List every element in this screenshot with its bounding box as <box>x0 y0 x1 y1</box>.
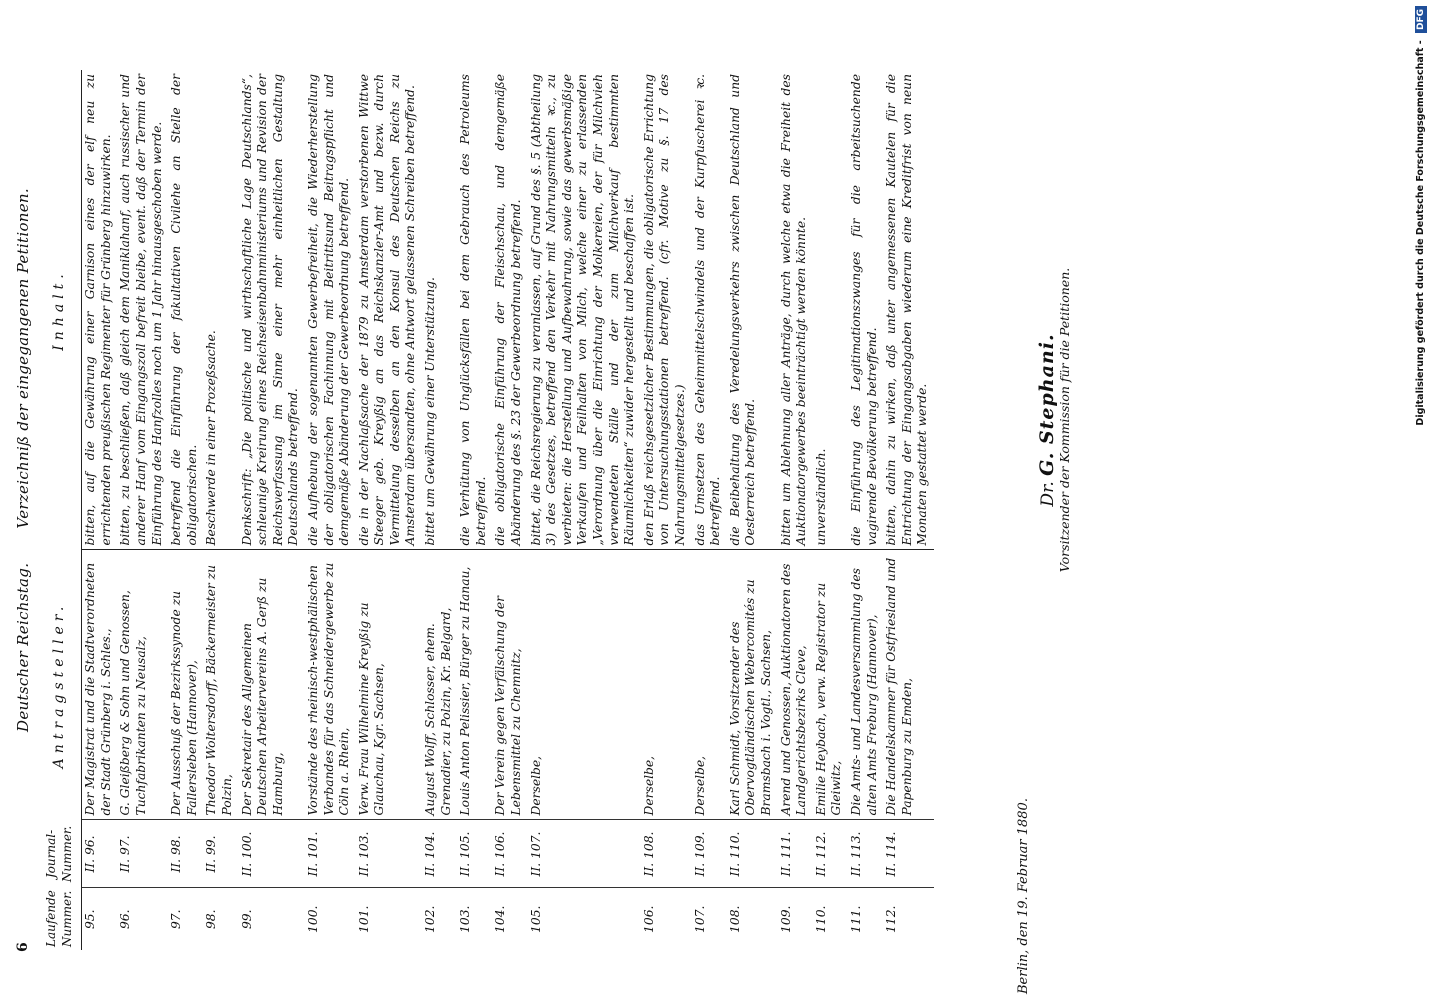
cell-journal-nummer: II. 112. <box>813 820 848 888</box>
cell-antragsteller: Derselbe, <box>692 550 727 820</box>
cell-inhalt: bittet, die Reichsregierung zu veranlassen, auf Grund des §. 5 (Abtheilung 3) des Gesetzes, betreffend den Verkehr mit Nahrungsmitteln ꝛc., zu verbieten: die Herstellung und Aufbewahrung, sowie das gewerbsmäßige Verkaufen und Feilhalten von Milch, welche einer zu erlassenden „Verordnung über die Einrichtung der Molkereien, der für Milchvieh verwendeten Ställe und der zum Milchverkauf bestimmten Räumlichkeiten“ zuwider hergestellt und beschaffen ist. <box>528 74 637 546</box>
cell-inhalt: bitten, auf die Gewährung einer Garnison eines der elf neu zu errichtenden preußischen Regimenter für Grünberg hinzuwirken. <box>83 74 113 546</box>
cell-antragsteller: Emilie Heybach, verw. Registrator zu Gleiwitz, <box>813 550 848 820</box>
cell-laufende-nummer: 97. <box>168 888 203 950</box>
cell-journal-nummer: II. 110. <box>727 820 778 888</box>
petition-table <box>42 70 934 950</box>
cell-antragsteller: Der Sekretair des Allgemeinen Deutschen Arbeitervereins A. Gerß zu Hamburg, <box>239 550 305 820</box>
cell-laufende-nummer: 109. <box>778 888 813 950</box>
cell-inhalt: die obligatorische Einführung der Fleischschau, und demgemäße Abänderung des §. 23 der Gewerbeordnung betreffend. <box>493 74 524 546</box>
table-row <box>727 70 778 950</box>
col-inhalt: Inhalt. <box>42 70 82 550</box>
cell-inhalt: Beschwerde in einer Prozeßsache. <box>204 330 219 546</box>
cell-journal-nummer: II. 111. <box>778 820 813 888</box>
cell-laufende-nummer: 104. <box>492 888 527 950</box>
cell-laufende-nummer: 102. <box>422 888 457 950</box>
cell-journal-nummer: II. 103. <box>356 820 422 888</box>
cell-inhalt: bitten, zu beschließen, daß gleich dem Maniklahanf, auch russischer und anderer Hanf vom Eingangszoll befreit bleibe, event. daß der Termin der Einführung des Hanfzolles noch um 1 Jahr hinausgeschoben werde. <box>118 74 164 546</box>
cell-laufende-nummer: 105. <box>528 888 641 950</box>
cell-antragsteller: Die Amts- und Landesversammlung des alten Amts Freburg (Hannover), <box>848 550 883 820</box>
table-row <box>883 70 934 950</box>
cell-inhalt: das Umsetzen des Geheimmittelschwindels und der Kurpfuscherei ꝛc. betreffend. <box>692 74 723 546</box>
col-laufende-nummer: Laufende Nummer. <box>42 888 82 950</box>
table-row <box>778 70 813 950</box>
dfg-logo: DFG <box>1415 6 1427 33</box>
cell-journal-nummer: II. 113. <box>848 820 883 888</box>
cell-journal-nummer: II. 98. <box>168 820 203 888</box>
cell-inhalt: die Verhütung von Unglücksfällen bei dem Gebrauch des Petroleums betreffend. <box>458 74 488 546</box>
cell-antragsteller: August Wolff, Schlosser, ehem. Grenadier, zu Polzin, Kr. Belgard, <box>422 550 457 820</box>
cell-inhalt: betreffend die Einführung der fakultativen Civilehe an Stelle der obligatorischen. <box>169 74 199 546</box>
table-row <box>422 70 457 950</box>
cell-laufende-nummer: 99. <box>239 888 305 950</box>
digitization-note: Digitalisierung gefördert durch die Deutsche Forschungsgemeinschaft - <box>1415 40 1426 426</box>
cell-journal-nummer: II. 105. <box>457 820 492 888</box>
cell-laufende-nummer: 98. <box>203 888 238 950</box>
cell-laufende-nummer: 111. <box>848 888 883 950</box>
table-row <box>457 70 492 950</box>
cell-laufende-nummer: 112. <box>883 888 934 950</box>
cell-journal-nummer: II. 99. <box>203 820 238 888</box>
cell-antragsteller: Louis Anton Pelissier, Bürger zu Hanau, <box>457 550 492 820</box>
signature-role: Vorsitzender der Kommission für die Petitionen. <box>1056 267 1072 573</box>
cell-journal-nummer: II. 101. <box>305 820 356 888</box>
table-row <box>813 70 848 950</box>
cell-journal-nummer: II. 97. <box>117 820 168 888</box>
cell-inhalt: die Beibehaltung des Veredelungsverkehrs zwischen Deutschland und Oesterreich betreffend. <box>727 74 758 546</box>
cell-antragsteller: Arend und Genossen, Auktionatoren des Landgerichtsbezirks Cleve, <box>778 550 813 820</box>
cell-antragsteller: G. Gleißberg & Sohn und Genossen, Tuchfabrikanten zu Neusalz, <box>117 550 168 820</box>
cell-journal-nummer: II. 108. <box>641 820 692 888</box>
signature-name: G. Stephani. <box>1036 333 1058 476</box>
cell-inhalt: Denkschrift: „Die politische und wirthschaftliche Lage Deutschlands“, schleunige Kreirung eines Reichseisenbahnministeriums und Revision der Reichsverfassung im Sinne einer mehr einheitlichen Gestaltung Deutschlands betreffend. <box>239 74 301 546</box>
cell-antragsteller: Die Handelskammer für Ostfriesland und Papenburg zu Emden, <box>883 550 934 820</box>
cell-journal-nummer: II. 109. <box>692 820 727 888</box>
table-row <box>203 70 238 950</box>
table-header-row <box>42 70 82 950</box>
cell-laufende-nummer: 107. <box>692 888 727 950</box>
cell-antragsteller: Der Ausschuß der Bezirkssynode zu Fallersleben (Hannover), <box>168 550 203 820</box>
cell-journal-nummer: II. 96. <box>82 820 118 888</box>
header-left: Deutscher Reichstag. <box>14 562 32 732</box>
cell-antragsteller: Karl Schmidt, Vorsitzender des Obervogtländischen Webercomités zu Bramsbach i. Vogtl., Sachsen, <box>727 550 778 820</box>
page-number: 6 <box>15 942 31 952</box>
table-row <box>356 70 422 950</box>
signature-prefix: Dr. <box>1038 481 1058 507</box>
cell-laufende-nummer: 100. <box>305 888 356 950</box>
cell-laufende-nummer: 95. <box>82 888 118 950</box>
header-right: Verzeichniß der eingegangenen Petitionen. <box>14 188 32 529</box>
table-row <box>239 70 305 950</box>
cell-inhalt: die Aufhebung der sogenannten Gewerbefreiheit, die Wiederherstellung der obligatorischen Fachinnung mit Beitrittsund Beitragspflicht und demgemäße Abänderung der Gewerbeordnung betreffend. <box>305 74 352 546</box>
cell-inhalt: bitten um Ablehnung aller Anträge, durch welche etwa die Freiheit des Auktionatorgewerbes beeinträchtigt werden könnte. <box>778 74 809 546</box>
table-row <box>117 70 168 950</box>
cell-laufende-nummer: 106. <box>641 888 692 950</box>
table-row <box>82 70 118 950</box>
table-row <box>641 70 692 950</box>
cell-journal-nummer: II. 114. <box>883 820 934 888</box>
cell-inhalt: bittet um Gewährung einer Unterstützung. <box>423 277 438 546</box>
cell-inhalt: den Erlaß reichsgesetzlicher Bestimmungen, die obligatorische Errichtung von Untersuchungsstationen betreffend. (cfr. Motive zu §. 17 des Nahrungsmittelgesetzes.) <box>641 74 687 546</box>
signature-block <box>1036 190 1072 650</box>
cell-laufende-nummer: 108. <box>727 888 778 950</box>
cell-inhalt: die Einführung des Legitimationszwanges für die arbeitsuchende vagirende Bevölkerung betreffend. <box>848 74 879 546</box>
col-antragsteller: Antragsteller. <box>42 550 82 820</box>
cell-antragsteller: Derselbe, <box>528 550 641 820</box>
cell-antragsteller: Vorstände des rheinisch-westphälischen Verbandes für das Schneidergewerbe zu Cöln a. Rhein, <box>305 550 356 820</box>
table-row <box>692 70 727 950</box>
table-row <box>168 70 203 950</box>
cell-inhalt: die in der Nachlaßsache der 1879 zu Amsterdam verstorbenen Wittwe Steeger geb. Kreyßig an das Reichskanzler-Amt und bezw. durch Vermittelung desselben an den Konsul des Deutschen Reichs zu Amsterdam übersandten, ohne Antwort gelassenen Schreiben betreffend. <box>356 74 418 546</box>
cell-antragsteller: Der Verein gegen Verfälschung der Lebensmittel zu Chemnitz, <box>492 550 527 820</box>
cell-journal-nummer: II. 106. <box>492 820 527 888</box>
table-row <box>492 70 527 950</box>
cell-journal-nummer: II. 104. <box>422 820 457 888</box>
digitization-strip <box>1410 0 1432 1000</box>
page-header <box>16 40 32 880</box>
cell-inhalt: bitten, dahin zu wirken, daß unter angemessenen Kautelen für die Entrichtung der Eingangsabgaben wiederum eine Kreditfrist von neun Monaten gestattet werde. <box>884 74 930 546</box>
cell-laufende-nummer: 101. <box>356 888 422 950</box>
cell-journal-nummer: II. 100. <box>239 820 305 888</box>
cell-laufende-nummer: 96. <box>117 888 168 950</box>
cell-antragsteller: Theodor Woltersdorff, Bäckermeister zu Polzin, <box>203 550 238 820</box>
cell-antragsteller: Derselbe, <box>641 550 692 820</box>
date-line: Berlin, den 19. Februar 1880. <box>1016 798 1031 994</box>
table-row <box>528 70 641 950</box>
cell-laufende-nummer: 103. <box>457 888 492 950</box>
cell-antragsteller: Verw. Frau Wilhelmine Kreyßig zu Glauchau, Kgr. Sachsen, <box>356 550 422 820</box>
cell-laufende-nummer: 110. <box>813 888 848 950</box>
table-row <box>305 70 356 950</box>
cell-journal-nummer: II. 107. <box>528 820 641 888</box>
col-journal-nummer: Journal-Nummer. <box>42 820 82 888</box>
cell-antragsteller: Der Magistrat und die Stadtverordneten der Stadt Grünberg i. Schles., <box>82 550 118 820</box>
table-row <box>848 70 883 950</box>
cell-inhalt: unverständlich. <box>813 448 828 546</box>
table-body <box>82 70 934 950</box>
